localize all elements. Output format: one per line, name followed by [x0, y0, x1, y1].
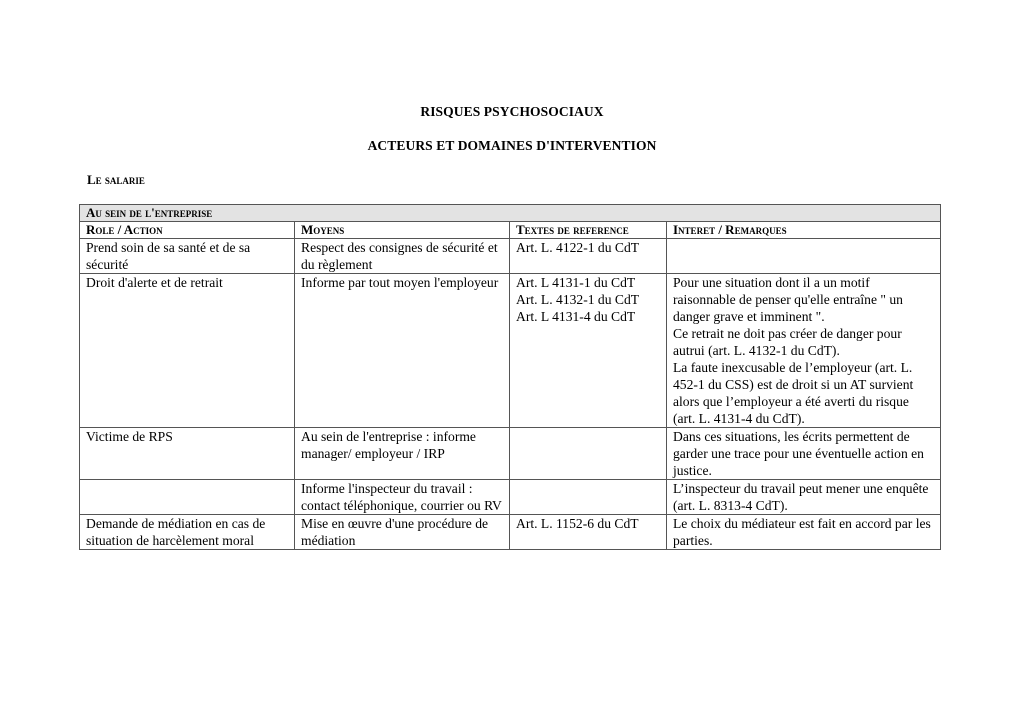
cell-moyens: Mise en œuvre d'une procédure de médiation — [295, 515, 510, 550]
table-row — [80, 274, 941, 428]
cell-remarques: Dans ces situations, les écrits permettent de garder une trace pour une éventuelle action en justice. — [667, 428, 941, 480]
table-header-row — [80, 222, 941, 239]
column-header-textes: Textes de reference — [510, 222, 667, 239]
cell-moyens: Respect des consignes de sécurité et du règlement — [295, 239, 510, 274]
cell-role: Prend soin de sa santé et de sa sécurité — [80, 239, 295, 274]
document-title: RISQUES PSYCHOSOCIAUX — [420, 104, 604, 119]
cell-role — [80, 480, 295, 515]
cell-textes — [510, 480, 667, 515]
table-row — [80, 515, 941, 550]
table-row — [80, 428, 941, 480]
cell-role: Victime de RPS — [80, 428, 295, 480]
cell-textes: Art. L. 4122-1 du CdT — [510, 239, 667, 274]
cell-moyens: Informe l'inspecteur du travail : contact téléphonique, courrier ou RV — [295, 480, 510, 515]
cell-remarques: L’inspecteur du travail peut mener une enquête (art. L. 8313-4 CdT). — [667, 480, 941, 515]
table-row — [80, 239, 941, 274]
column-header-role: Role / Action — [80, 222, 295, 239]
section-heading: Le salarie — [87, 172, 145, 187]
cell-textes: Art. L. 1152-6 du CdT — [510, 515, 667, 550]
column-header-moyens: Moyens — [295, 222, 510, 239]
cell-moyens: Au sein de l'entreprise : informe manager/ employeur / IRP — [295, 428, 510, 480]
cell-remarques: Le choix du médiateur est fait en accord par les parties. — [667, 515, 941, 550]
cell-role: Demande de médiation en cas de situation de harcèlement moral — [80, 515, 295, 550]
document-subtitle: ACTEURS ET DOMAINES D'INTERVENTION — [367, 138, 657, 153]
cell-textes — [510, 428, 667, 480]
cell-remarques: Pour une situation dont il a un motif raisonnable de penser qu'elle entraîne " un danger grave et imminent ". Ce retrait ne doit pas créer de danger pour autrui (art. L. 4132-1 du CdT). La faute inexcusable de l’employeur (art. L. 452-1 du CSS) est de droit si un AT survient alors que l’employeur a été averti du risque (art. L. 4131-4 du CdT). — [667, 274, 941, 428]
column-header-remarques: Interet / Remarques — [667, 222, 941, 239]
table-row — [80, 480, 941, 515]
cell-role: Droit d'alerte et de retrait — [80, 274, 295, 428]
cell-remarques — [667, 239, 941, 274]
cell-moyens: Informe par tout moyen l'employeur — [295, 274, 510, 428]
table-group-header-row — [80, 205, 941, 222]
actors-table — [79, 204, 941, 550]
cell-textes: Art. L 4131-1 du CdT Art. L. 4132-1 du CdT Art. L 4131-4 du CdT — [510, 274, 667, 428]
group-header: Au sein de l'entreprise — [80, 205, 941, 222]
